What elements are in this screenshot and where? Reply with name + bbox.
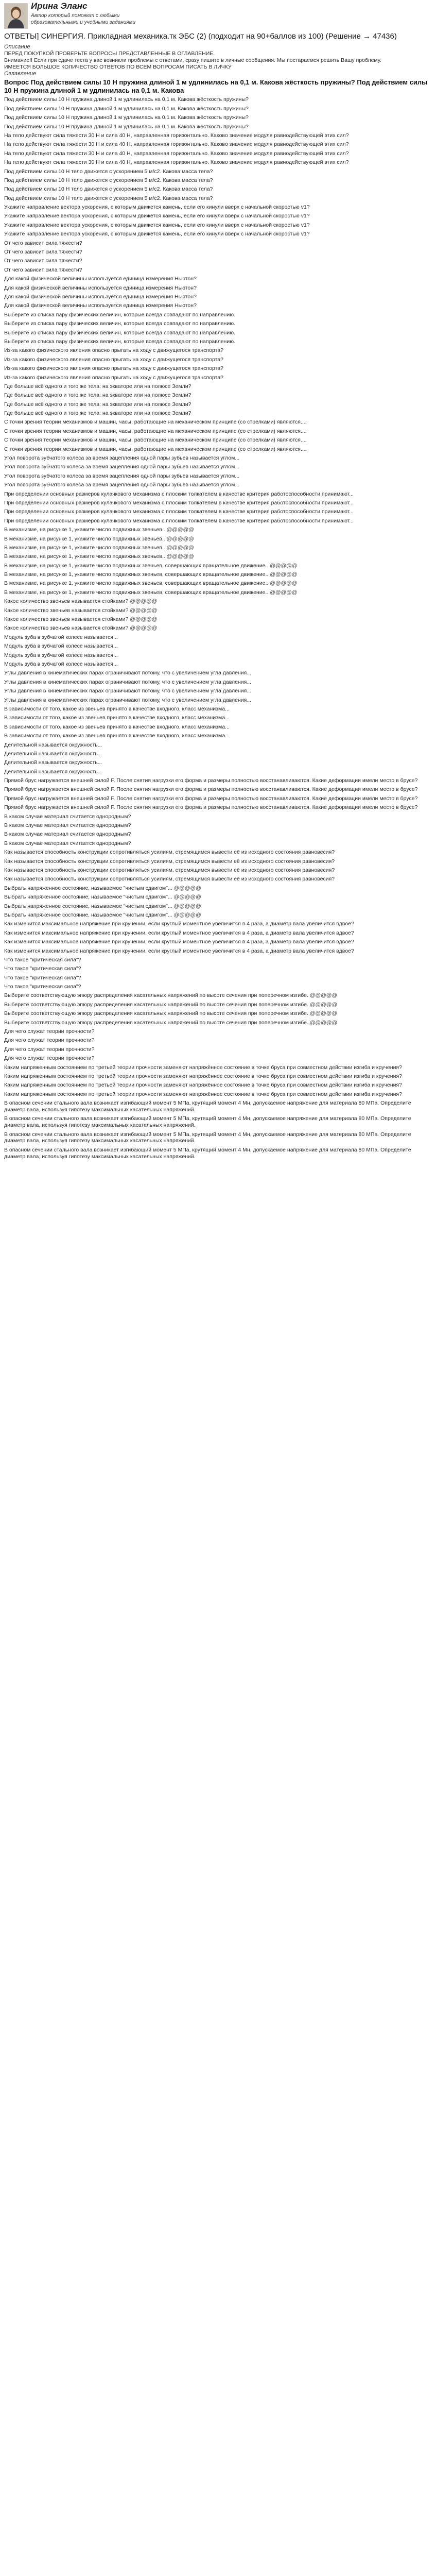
- question-item: [4, 589, 432, 596]
- question-item: [4, 1073, 432, 1080]
- question-item: [4, 204, 432, 211]
- question-item: [4, 742, 432, 749]
- question-item: [4, 482, 432, 488]
- question-item: [4, 1082, 432, 1089]
- answer-text: @@@@@: [166, 527, 194, 533]
- question-text: Какое количество звеньев называется стойками?: [4, 616, 129, 623]
- question-item: [4, 849, 432, 856]
- question-text: С точки зрения теории механизмов и машин, часы, работающие на механическом принципе (со стрелками) являются....: [4, 419, 307, 426]
- question-item: [4, 96, 432, 103]
- question-item: [4, 598, 432, 605]
- question-item: [4, 518, 432, 524]
- question-item: [4, 661, 432, 668]
- question-text: Для какой физической величины используется единица измерения Ньютон?: [4, 284, 197, 291]
- answer-text: @@@@@: [270, 580, 298, 587]
- answer-text: @@@@@: [173, 894, 201, 901]
- question-text: Где больше всё одного и того же тела: на экваторе или на полюсе Земли?: [4, 410, 191, 417]
- question-item: [4, 150, 432, 157]
- question-text: При определении основных размеров кулачкового механизма с плоским толкателем в качестве критерия работоспособности принимают...: [4, 517, 354, 524]
- question-text: Как изменится максимальное напряжение при кручении, если круглый моментное увеличится в 4 раза, а диаметр вала увеличится вдвое?: [4, 929, 354, 936]
- question-item: [4, 607, 432, 614]
- question-text: Под действием силы 10 Н пружина длиной 1 м удлинилась на 0,1 м. Какова жёсткость пружины?: [4, 96, 249, 103]
- question-item: [4, 885, 432, 892]
- question-item: [4, 814, 432, 820]
- question-text: Из-за какого физического явления опасно прыгать на ходу с движущегося транспорта?: [4, 347, 223, 354]
- question-item: [4, 563, 432, 569]
- question-item: [4, 410, 432, 417]
- question-item: [4, 132, 432, 139]
- question-text: На тело действуют сила тяжести 30 Н и сила 40 Н, направленная горизонтально. Каково значение модуля равнодействующей этих сил?: [4, 132, 349, 139]
- author-header: [0, 0, 436, 32]
- question-text: Выбрать напряженное состояние, называемое "чистым сдвигом"...: [4, 885, 172, 891]
- question-list: [4, 96, 432, 1160]
- question-item: [4, 320, 432, 327]
- answer-text: @@@@@: [130, 598, 158, 605]
- question-item: [4, 625, 432, 632]
- question-text: Какое количество звеньев называется стойками?: [4, 625, 129, 632]
- question-item: [4, 1064, 432, 1071]
- question-item: [4, 141, 432, 148]
- question-item: [4, 858, 432, 865]
- question-text: Под действием силы 10 Н пружина длиной 1 м удлинилась на 0,1 м. Какова жёсткость пружины?: [4, 123, 249, 130]
- question-item: [4, 706, 432, 713]
- question-item: [4, 553, 432, 560]
- question-text: Выберите соответствующую эпюру распределения касательных напряжений по высоте сечения при поперечном изгибе.: [4, 1019, 308, 1026]
- question-text: Где больше всё одного и того же тела: на экваторе или на полюсе Земли?: [4, 392, 191, 399]
- question-item: [4, 957, 432, 963]
- question-item: [4, 124, 432, 130]
- question-text: В зависимости от того, какое из звеньев принято в качестве входного, класс механизма...: [4, 715, 230, 721]
- question-text: Делительной называется окружность...: [4, 750, 102, 757]
- question-item: [4, 831, 432, 838]
- question-text: Что такое "критическая сила"?: [4, 984, 81, 990]
- question-text: В механизме, на рисунке 1, укажите число подвижных звеньев, совершающих вращательное движение..: [4, 562, 269, 569]
- question-item: [4, 383, 432, 390]
- question-text: Как изменится максимальное напряжение при кручении, если круглый моментное увеличится в 4 раза, а диаметр вала увеличится вдвое?: [4, 947, 354, 954]
- question-text: При определении основных размеров кулачкового механизма с плоским толкателем в качестве критерия работоспособности принимают...: [4, 490, 354, 497]
- question-text: Каким напряженным состоянием по третьей теории прочности заменяют напряжённое состояние в точке бруса при совместном действии изгиба и кручения?: [4, 1064, 402, 1071]
- question-item: [4, 992, 432, 999]
- question-item: [4, 365, 432, 372]
- question-item: [4, 1002, 432, 1008]
- question-item: [4, 258, 432, 264]
- answer-text: @@@@@: [309, 1019, 338, 1026]
- question-item: [4, 724, 432, 731]
- question-item: [4, 312, 432, 318]
- description-label: Описание: [4, 44, 30, 50]
- question-text: Делительной называется окружность...: [4, 741, 102, 748]
- question-item: [4, 1010, 432, 1017]
- question-item: [4, 455, 432, 462]
- question-item: [4, 930, 432, 937]
- question-text: От чего зависит сила тяжести?: [4, 249, 82, 256]
- question-text: Прямой брус нагружается внешней силой F. После снятия нагрузки его форма и размеры полностью восстанавливаются. Какие деформации имели место в брусе?: [4, 795, 418, 802]
- question-item: [4, 795, 432, 802]
- question-text: От чего зависит сила тяжести?: [4, 258, 82, 264]
- question-text: Укажите направление вектора ускорения, с которым движется камень, если его кинули вверх с начальной скоростью v1?: [4, 204, 310, 211]
- question-item: [4, 921, 432, 927]
- question-item: [4, 759, 432, 766]
- question-item: [4, 437, 432, 444]
- intro-line: ПЕРЕД ПОКУПКОЙ ПРОВЕРЬТЕ ВОПРОСЫ ПРЕДСТАВЛЕННЫЕ В ОГЛАВЛЕНИЕ.: [4, 50, 215, 57]
- question-text: Выберите из списка пару физических величин, которые всегда совпадают по направлению.: [4, 320, 236, 327]
- question-text: В механизме, на рисунке 1, укажите число подвижных звеньев, совершающих вращательное движение..: [4, 589, 269, 596]
- question-item: [4, 240, 432, 247]
- question-text: В каком случае материал считается однородным?: [4, 831, 131, 838]
- question-item: [4, 1020, 432, 1026]
- question-item: [4, 1037, 432, 1044]
- question-item: [4, 464, 432, 470]
- question-item: [4, 159, 432, 166]
- question-item: [4, 634, 432, 641]
- question-text: В зависимости от того, какое из звеньев принято в качестве входного, класс механизма...: [4, 733, 230, 739]
- question-item: [4, 786, 432, 793]
- question-text: Выбрать напряженное состояние, называемое "чистым сдвигом"...: [4, 903, 172, 909]
- featured-question: Вопрос Под действием силы 10 Н пружина длиной 1 м удлинилась на 0,1 м. Какова жёсткость пружины? Под действием силы 10 Н пружина длиной 1 м удлинилась на 0,1 м. Какова: [4, 78, 428, 94]
- question-item: [4, 822, 432, 829]
- question-item: [4, 1046, 432, 1053]
- question-text: Угол поворота зубчатого колеса за время зацепления одной пары зубьев называется углом...: [4, 455, 240, 462]
- question-text: Угол поворота зубчатого колеса за время зацепления одной пары зубьев называется углом...: [4, 464, 240, 470]
- question-item: [4, 1055, 432, 1062]
- question-text: Выбрать напряженное состояние, называемое "чистым сдвигом"...: [4, 911, 172, 918]
- question-text: В опасном сечении стального вала возникает изгибающий момент 5 МПа, крутящий момент 4 Мн, допускаемое напряжение для материала 80 МПа. Определите диаметр вала, используя гипотезу максимальных касательных напряжений.: [4, 1100, 411, 1113]
- question-text: При определении основных размеров кулачкового механизма с плоским толкателем в качестве критерия работоспособности принимают...: [4, 499, 354, 506]
- question-item: [4, 840, 432, 847]
- question-text: Выберите из списка пару физических величин, которые всегда совпадают по направлению.: [4, 329, 236, 336]
- question-item: [4, 751, 432, 757]
- question-text: Для какой физической величины используется единица измерения Ньютон?: [4, 302, 197, 309]
- question-item: [4, 545, 432, 551]
- question-text: Для какой физической величины используется единица измерения Ньютон?: [4, 293, 197, 300]
- question-text: В механизме, на рисунке 1, укажите число подвижных звеньев, совершающих вращательное движение..: [4, 571, 269, 578]
- question-text: В механизме, на рисунке 1, укажите число подвижных звеньев, совершающих вращательное движение..: [4, 580, 269, 587]
- intro-line: ИМЕЕТСЯ БОЛЬШОЕ КОЛИЧЕСТВО ОТВЕТОВ ПО ВСЕМ ВОПРОСАМ ПИСАТЬ В ЛИЧКУ: [4, 63, 232, 70]
- question-item: [4, 1100, 432, 1113]
- question-item: [4, 1028, 432, 1035]
- question-item: [4, 294, 432, 300]
- question-text: Каким напряженным состоянием по третьей теории прочности заменяют напряжённое состояние в точке бруса при совместном действии изгиба и кручения?: [4, 1082, 402, 1089]
- intro-line: Внимание!! Если при сдаче теста у вас возникли проблемы с ответами, сразу пишите в личные сообщения. Мы постараемся решить Вашу проблему.: [4, 57, 381, 63]
- question-item: [4, 1115, 432, 1129]
- answer-text: @@@@@: [130, 625, 158, 632]
- question-text: Углы давления в кинематических парах ограничивают потому, что с увеличением угла давления...: [4, 688, 252, 694]
- question-item: [4, 195, 432, 202]
- question-text: Выберите соответствующую эпюру распределения касательных напряжений по высоте сечения при поперечном изгибе.: [4, 1001, 308, 1008]
- answer-text: @@@@@: [309, 1001, 338, 1008]
- question-item: [4, 867, 432, 874]
- question-item: [4, 401, 432, 408]
- question-text: С точки зрения теории механизмов и машин, часы, работающие на механическом принципе (со стрелками) являются....: [4, 446, 307, 452]
- question-text: Укажите направление вектора ускорения, с которым движется камень, если его кинули вверх с начальной скоростью v1?: [4, 213, 310, 219]
- question-text: Для чего служат теории прочности?: [4, 1055, 95, 1062]
- question-item: [4, 894, 432, 901]
- question-item: [4, 114, 432, 121]
- question-item: [4, 777, 432, 784]
- question-text: На тело действуют сила тяжести 30 Н и сила 40 Н, направленная горизонтально. Каково значение модуля равнодействующей этих сил?: [4, 150, 349, 157]
- question-text: Прямой брус нагружается внешней силой F. После снятия нагрузки его форма и размеры полностью восстанавливаются. Какие деформации имели место в брусе?: [4, 777, 418, 784]
- author-description: Автор который поможет с любыми образовательными и учебными заданиями: [31, 13, 136, 25]
- question-text: Модуль зуба в зубчатой колесе называется...: [4, 652, 118, 658]
- question-text: В каком случае материал считается однородным?: [4, 840, 131, 846]
- question-text: Угол поворота зубчатого колеса за время зацепления одной пары зубьев называется углом...: [4, 482, 240, 488]
- question-text: С точки зрения теории механизмов и машин, часы, работающие на механическом принципе (со стрелками) являются....: [4, 428, 307, 434]
- question-item: [4, 715, 432, 721]
- question-text: Прямой брус нагружается внешней силой F. После снятия нагрузки его форма и размеры полностью восстанавливаются. Какие деформации имели место в брусе?: [4, 804, 418, 811]
- question-text: Модуль зуба в зубчатой колесе называется...: [4, 661, 118, 667]
- question-text: Что такое "критическая сила"?: [4, 974, 81, 981]
- answer-text: @@@@@: [173, 903, 201, 909]
- question-text: Модуль зуба в зубчатой колесе называется...: [4, 643, 118, 650]
- question-text: Каким напряженным состоянием по третьей теории прочности заменяют напряжённое состояние в точке бруса при совместном действии изгиба и кручения?: [4, 1073, 402, 1079]
- question-item: [4, 509, 432, 515]
- question-text: В механизме, на рисунке 1, укажите число подвижных звеньев..: [4, 527, 165, 533]
- question-text: Что такое "критическая сила"?: [4, 965, 81, 972]
- question-item: [4, 616, 432, 623]
- answer-text: @@@@@: [166, 553, 194, 560]
- question-item: [4, 670, 432, 676]
- question-text: Выберите соответствующую эпюру распределения касательных напряжений по высоте сечения при поперечном изгибе.: [4, 992, 308, 999]
- question-item: [4, 347, 432, 354]
- answer-text: @@@@@: [166, 535, 194, 542]
- question-item: [4, 338, 432, 345]
- answer-text: @@@@@: [309, 1010, 338, 1017]
- question-item: [4, 302, 432, 309]
- question-item: [4, 580, 432, 587]
- question-text: Из-за какого физического явления опасно прыгать на ходу с движущегося транспорта?: [4, 365, 223, 372]
- question-text: Выберите соответствующую эпюру распределения касательных напряжений по высоте сечения при поперечном изгибе.: [4, 1010, 308, 1017]
- question-text: Углы давления в кинематических парах ограничивают потому, что с увеличением угла давления...: [4, 697, 252, 703]
- answer-text: @@@@@: [309, 992, 338, 999]
- question-item: [4, 643, 432, 650]
- document-title: ОТВЕТЫ] СИНЕРГИЯ. Прикладная механика.тк ЭБС (2) (подходит на 90+баллов из 100) (Решение → 47436): [4, 32, 397, 41]
- question-text: Укажите направление вектора ускорения, с которым движется камень, если его кинули вверх с начальной скоростью v1?: [4, 222, 310, 228]
- question-text: Под действием силы 10 Н пружина длиной 1 м удлинилась на 0,1 м. Какова жёсткость пружины?: [4, 105, 249, 112]
- answer-text: @@@@@: [270, 589, 298, 596]
- question-item: [4, 249, 432, 256]
- question-text: Углы давления в кинематических парах ограничивают потому, что с увеличением угла давления...: [4, 670, 252, 676]
- question-item: [4, 231, 432, 238]
- question-text: Из-за какого физического явления опасно прыгать на ходу с движущегося транспорта?: [4, 356, 223, 363]
- question-text: Где больше всё одного и того же тела: на экваторе или на полюсе Земли?: [4, 401, 191, 408]
- question-text: Выберите из списка пару физических величин, которые всегда совпадают по направлению.: [4, 311, 236, 318]
- question-text: Углы давления в кинематических парах ограничивают потому, что с увеличением угла давления...: [4, 679, 252, 685]
- question-text: Под действием силы 10 Н тело движется с ускорением 5 м/с2. Какова масса тела?: [4, 186, 213, 193]
- question-text: Каким напряженным состоянием по третьей теории прочности заменяют напряжённое состояние в точке бруса при совместном действии изгиба и кручения?: [4, 1091, 402, 1097]
- question-item: [4, 106, 432, 112]
- question-item: [4, 330, 432, 336]
- author-name[interactable]: Ирина Эланс: [31, 1, 88, 11]
- question-text: Для какой физической величины используется единица измерения Ньютон?: [4, 276, 197, 282]
- question-item: [4, 903, 432, 910]
- question-item: [4, 948, 432, 955]
- question-text: Для чего служат теории прочности?: [4, 1037, 95, 1044]
- question-item: [4, 769, 432, 775]
- question-text: Укажите направление вектора ускорения, с которым движется камень, если его кинули вверх с начальной скоростью v1?: [4, 231, 310, 238]
- document-content: [0, 32, 436, 1160]
- question-item: [4, 679, 432, 686]
- question-item: [4, 876, 432, 883]
- question-item: [4, 697, 432, 704]
- question-item: [4, 473, 432, 480]
- question-item: [4, 1091, 432, 1098]
- question-item: [4, 446, 432, 453]
- question-text: В зависимости от того, какое из звеньев принято в качестве входного, класс механизма...: [4, 723, 230, 730]
- question-text: Какое количество звеньев называется стойками?: [4, 598, 129, 605]
- question-text: Как называется способность конструкции сопротивляться усилиям, стремящимся вывести её из исходного состояния равновесия?: [4, 849, 335, 856]
- question-text: На тело действуют сила тяжести 30 Н и сила 40 Н, направленная горизонтально. Каково значение модуля равнодействующей этих сил?: [4, 159, 349, 166]
- question-text: В каком случае материал считается однородным?: [4, 813, 131, 820]
- question-text: В опасном сечении стального вала возникает изгибающий момент 5 МПа, крутящий момент 4 Мн, допускаемое напряжение для материала 80 МПа. Определите диаметр вала, используя гипотезу максимальных касательных напряжений.: [4, 1115, 411, 1129]
- question-text: Как называется способность конструкции сопротивляться усилиям, стремящимся вывести её из исходного состояния равновесия?: [4, 876, 335, 883]
- question-text: От чего зависит сила тяжести?: [4, 240, 82, 246]
- question-text: Из-за какого физического явления опасно прыгать на ходу с движущегося транспорта?: [4, 374, 223, 381]
- question-item: [4, 1147, 432, 1160]
- avatar-portrait-icon: [5, 4, 27, 28]
- question-text: В механизме, на рисунке 1, укажите число подвижных звеньев..: [4, 553, 165, 560]
- question-item: [4, 1131, 432, 1145]
- question-text: Как называется способность конструкции сопротивляться усилиям, стремящимся вывести её из исходного состояния равновесия?: [4, 858, 335, 865]
- question-item: [4, 186, 432, 193]
- question-item: [4, 357, 432, 363]
- question-text: Модуль зуба в зубчатой колесе называется...: [4, 634, 118, 640]
- question-text: Делительной называется окружность...: [4, 768, 102, 775]
- answer-text: @@@@@: [270, 571, 298, 578]
- question-item: [4, 652, 432, 659]
- question-text: Под действием силы 10 Н тело движется с ускорением 5 м/с2. Какова масса тела?: [4, 168, 213, 175]
- question-text: От чего зависит сила тяжести?: [4, 266, 82, 273]
- question-item: [4, 285, 432, 292]
- question-item: [4, 500, 432, 506]
- question-item: [4, 984, 432, 990]
- question-item: [4, 392, 432, 399]
- question-text: Делительной называется окружность...: [4, 759, 102, 766]
- answer-text: @@@@@: [173, 911, 201, 918]
- question-item: [4, 536, 432, 543]
- question-item: [4, 222, 432, 229]
- question-item: [4, 939, 432, 945]
- question-item: [4, 177, 432, 184]
- question-item: [4, 168, 432, 175]
- question-item: [4, 428, 432, 435]
- question-item: [4, 733, 432, 739]
- question-text: Для чего служат теории прочности?: [4, 1046, 95, 1053]
- answer-text: @@@@@: [130, 616, 158, 623]
- question-text: Под действием силы 10 Н тело движется с ускорением 5 м/с2. Какова масса тела?: [4, 177, 213, 183]
- question-item: [4, 419, 432, 426]
- question-item: [4, 375, 432, 381]
- question-text: Под действием силы 10 Н тело движется с ускорением 5 м/с2. Какова масса тела?: [4, 195, 213, 201]
- answer-text: @@@@@: [166, 544, 194, 551]
- question-text: Под действием силы 10 Н пружина длиной 1 м удлинилась на 0,1 м. Какова жёсткость пружины?: [4, 114, 249, 121]
- answer-text: @@@@@: [173, 885, 201, 891]
- question-text: Выбрать напряженное состояние, называемое "чистым сдвигом"...: [4, 894, 172, 901]
- question-text: Как изменится максимальное напряжение при кручении, если круглый моментное увеличится в 4 раза, а диаметр вала увеличится вдвое?: [4, 939, 354, 945]
- question-text: Какое количество звеньев называется стойками?: [4, 607, 129, 614]
- question-text: В зависимости от того, какое из звеньев принято в качестве входного, класс механизма...: [4, 705, 230, 712]
- question-item: [4, 276, 432, 282]
- question-text: При определении основных размеров кулачкового механизма с плоским толкателем в качестве критерия работоспособности принимают...: [4, 509, 354, 515]
- question-text: Как называется способность конструкции сопротивляться усилиям, стремящимся вывести её из исходного состояния равновесия?: [4, 867, 335, 873]
- question-text: В каком случае материал считается однородным?: [4, 822, 131, 829]
- question-text: Выберите из списка пару физических величин, которые всегда совпадают по направлению.: [4, 338, 236, 345]
- avatar[interactable]: [4, 3, 28, 29]
- question-text: С точки зрения теории механизмов и машин, часы, работающие на механическом принципе (со стрелками) являются....: [4, 437, 307, 444]
- question-item: [4, 688, 432, 694]
- question-text: Для чего служат теории прочности?: [4, 1028, 95, 1035]
- question-text: Угол поворота зубчатого колеса за время зацепления одной пары зубьев называется углом...: [4, 472, 240, 479]
- question-text: В механизме, на рисунке 1, укажите число подвижных звеньев..: [4, 535, 165, 542]
- answer-text: @@@@@: [130, 607, 158, 614]
- question-text: Как изменится максимальное напряжение при кручении, если круглый моментное увеличится в 4 раза, а диаметр вала увеличится вдвое?: [4, 921, 354, 927]
- question-item: [4, 213, 432, 219]
- question-text: Прямой брус нагружается внешней силой F. После снятия нагрузки его форма и размеры полностью восстанавливаются. Какие деформации имели место в брусе?: [4, 786, 418, 793]
- question-item: [4, 804, 432, 811]
- question-text: Где больше всё одного и того же тела: на экваторе или на полюсе Земли?: [4, 383, 191, 389]
- question-item: [4, 527, 432, 533]
- question-text: В опасном сечении стального вала возникает изгибающий момент 5 МПа, крутящий момент 4 Мн, допускаемое напряжение для материала 80 МПа. Определите диаметр вала, используя гипотезу максимальных касательных напряжений.: [4, 1146, 411, 1160]
- toc-label: Оглавление: [4, 71, 37, 77]
- question-item: [4, 491, 432, 498]
- question-item: [4, 912, 432, 919]
- question-text: В опасном сечении стального вала возникает изгибающий момент 5 МПа, крутящий момент 4 Мн, допускаемое напряжение для материала 80 МПа. Определите диаметр вала, используя гипотезу максимальных касательных напряжений.: [4, 1131, 411, 1144]
- question-text: Что такое "критическая сила"?: [4, 956, 81, 963]
- question-text: На тело действуют сила тяжести 30 Н и сила 40 Н, направленная горизонтально. Каково значение модуля равнодействующей этих сил?: [4, 141, 349, 148]
- question-text: В механизме, на рисунке 1, укажите число подвижных звеньев..: [4, 544, 165, 551]
- question-item: [4, 965, 432, 972]
- question-item: [4, 571, 432, 578]
- question-item: [4, 267, 432, 274]
- answer-text: @@@@@: [270, 562, 298, 569]
- question-item: [4, 975, 432, 981]
